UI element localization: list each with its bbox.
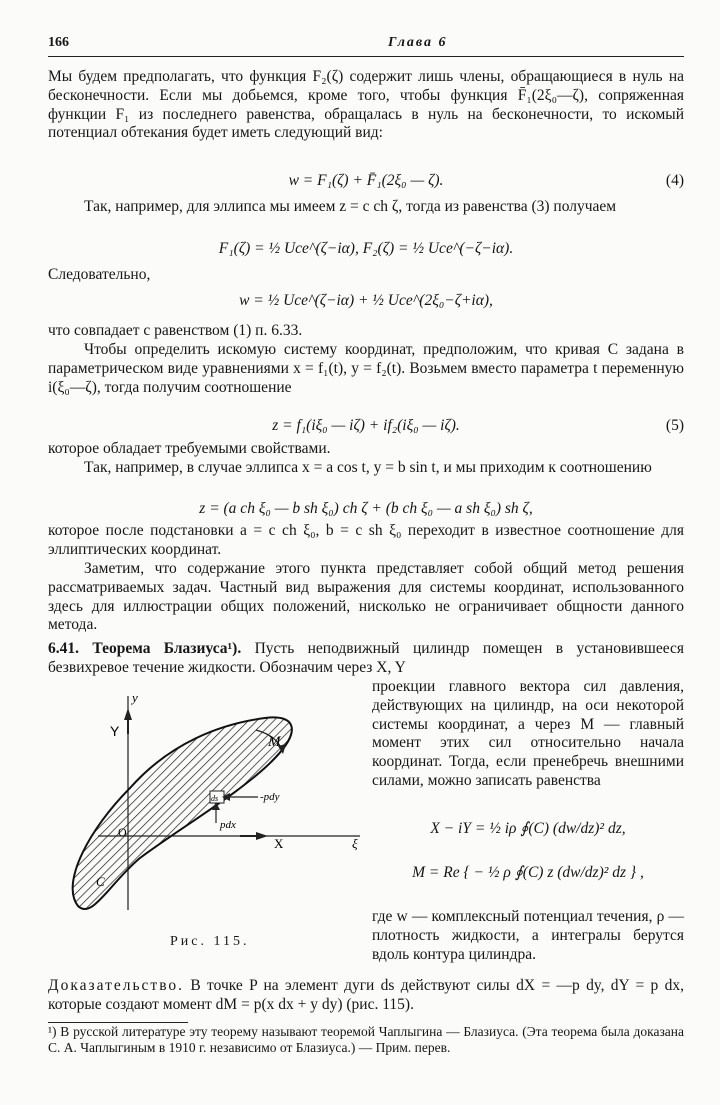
formula-w: w = ½ Uce^(ζ−iα) + ½ Uce^(2ξ₀−ζ+iα),: [239, 292, 493, 309]
figure-caption: Рис. 115.: [170, 934, 250, 949]
section-6-41: [48, 640, 684, 678]
formula-ellipse: z = (a ch ξ₀ — b sh ξ₀) ch ζ + (b ch ξ₀ — a sh ξ₀) sh ζ,: [199, 500, 533, 517]
formula-4: [48, 172, 684, 191]
paragraph-4: что совпадает с равенством (1) п. 6.33.: [48, 322, 303, 339]
formula-4-number: (4): [665, 172, 684, 189]
page-number: 166: [48, 35, 69, 50]
label-pdx: pdx: [220, 819, 236, 831]
equation-M: M = Re { − ½ ρ ∮(C) z (dw/dz)² dz } ,: [412, 864, 644, 881]
label-M: M: [268, 734, 281, 750]
chapter-title: Глава 6: [388, 35, 448, 50]
proof-label: Доказательство.: [48, 977, 185, 994]
column-text-2: где w — комплексный потенциал течения, ρ — плотность жидкости, а интегралы берутся вдоль контура цилиндра.: [372, 908, 684, 963]
running-header: [48, 34, 684, 52]
label-X: X: [274, 836, 284, 851]
paragraph-5: Чтобы определить искомую систему координат, предположим, что кривая C задана в параметрическом виде уравнениями x = f₁(t), y = f₂(t). Возьмем вместо параметра t переменную i(ξ₀—ζ), тогда получим соотношение: [48, 341, 684, 396]
paragraph-7: Так, например, в случае эллипса x = a cos t, y = b sin t, и мы приходим к соотношению: [84, 459, 652, 476]
label-ds: ds: [211, 794, 219, 803]
paragraph-8: которое после подстановки a = c ch ξ₀, b = c sh ξ₀ переходит в известное соотношение для эллиптических координат.: [48, 522, 684, 558]
paragraph-6: которое обладает требуемыми свойствами.: [48, 440, 331, 457]
label-O: O: [118, 825, 127, 839]
figure-115: [60, 688, 370, 958]
column-text-1: проекции главного вектора сил давления, действующих на цилиндр, на оси некоторой системы координат, а через M — главный момент этих сил относительно начала координат. Тогда, если пренебречь внешними силами, можно записать равенства: [372, 678, 684, 789]
proof-paragraph: [48, 977, 684, 1015]
paragraph-1: Мы будем предполагать, что функция F₂(ζ) содержит лишь члены, обращающиеся в нуль на бесконечности. Если мы добьемся, кроме того, чтобы функция F̄₁(2ξ₀—ζ), сопряженная функции F₁ из последнего равенства, обращалась в нуль на бесконечности, то искомый потенциал обтекания будет иметь следующий вид:: [48, 68, 684, 142]
label-xi: ξ: [352, 836, 358, 851]
footnote: ¹) В русской литературе эту теорему называют теоремой Чаплыгина — Блазиуса. (Эта теорема была доказана С. А. Чаплыгиным в 1910 г. независимо от Блазиуса.) — Прим. перев.: [48, 1024, 684, 1055]
label-Y: Y: [110, 723, 120, 739]
paragraph-9: Заметим, что содержание этого пункта представляет собой общий метод решения рассматриваемых задач. Частный вид выражения для системы координат, использованного здесь для иллюстрации общих положений, нисколько не ограничивает общности данного метода.: [48, 560, 684, 634]
section-title: 6.41. Теорема Блазиуса¹).: [48, 640, 242, 657]
proof-text: В точке P на элемент дуги ds действуют силы dX = —p dy, dY = p dx, которые создают момент dM = p(x dx + y dy) (рис. 115).: [48, 977, 684, 1013]
cylinder-contour: [73, 717, 292, 909]
footnote-rule: [48, 1022, 188, 1023]
section-intro: Пусть неподвижный цилиндр помещен в установившееся безвихревое течение жидкости. Обозначим через X, Y: [48, 640, 684, 676]
formula-5: [48, 417, 684, 436]
equation-X: X − iY = ½ iρ ∮(C) (dw/dz)² dz,: [430, 820, 626, 837]
label-pdy: -pdy: [260, 791, 280, 803]
header-rule: [48, 56, 684, 57]
formula-F: F₁(ζ) = ½ Uce^(ζ−iα), F₂(ζ) = ½ Uce^(−ζ−iα).: [218, 240, 514, 257]
paragraph-2: Так, например, для эллипса мы имеем z = c ch ζ, тогда из равенства (3) получаем: [84, 198, 617, 215]
formula-5-number: (5): [665, 417, 684, 434]
paragraph-3: Следовательно,: [48, 266, 151, 283]
label-y: y: [132, 690, 138, 705]
label-C: C: [96, 874, 105, 889]
formula-5-text: z = f₁(iξ₀ — iζ) + if₂(iξ₀ — iζ).: [272, 417, 460, 434]
formula-4-text: w = F₁(ζ) + F̄₁(2ξ₀ — ζ).: [288, 172, 444, 189]
